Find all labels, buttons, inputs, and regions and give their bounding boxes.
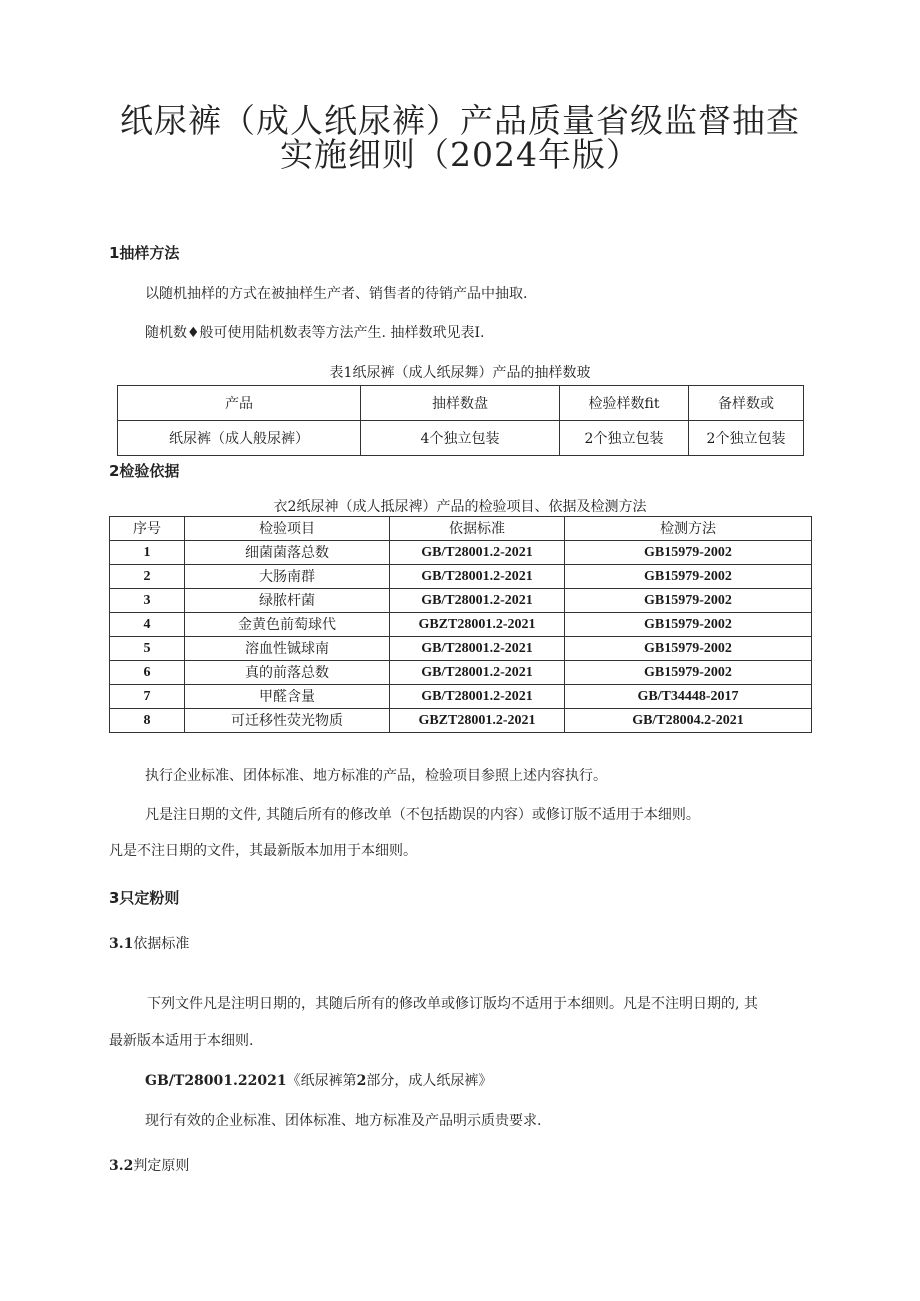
inspection-item: 细菌菌落总数 — [185, 541, 390, 565]
table1-header-product: 产品 — [118, 386, 361, 421]
section1-para2: 随机数♦般可使用陆机数表等方法产生. 抽样数玳见表I. — [145, 325, 485, 341]
table1-cell-reserve-qty: 2个独立包装 — [689, 421, 804, 456]
section1-para1: 以随机抽样的方式在被抽样生产者、销售者的待销产品中抽取. — [145, 286, 528, 302]
test-method: GB15979-2002 — [565, 541, 812, 565]
table2-header-no: 序号 — [110, 517, 185, 541]
section3-sub1-number: 3.1 — [109, 936, 134, 952]
basis-standard: GBZT28001.2-2021 — [390, 613, 565, 637]
table-row — [110, 589, 812, 613]
section3-heading: 3只定粉则 — [109, 889, 180, 907]
row-number: 2 — [110, 565, 185, 589]
section2-para2: 凡是注日期的文件, 其随后所有的修改单（不包括勘误的内容）或修订版不适用于本细则。 — [145, 807, 700, 823]
test-method: GB15979-2002 — [565, 589, 812, 613]
table1-header-test-qty: 检验样数fit — [560, 386, 689, 421]
section3-sub1 — [109, 933, 189, 953]
table-row — [110, 541, 812, 565]
inspection-item: 甲醛含量 — [185, 685, 390, 709]
table1-cell-product: 纸尿裤（成人般尿裤） — [118, 421, 361, 456]
test-method: GB15979-2002 — [565, 661, 812, 685]
section3-para3: 现行有效的企业标准、团体标准、地方标准及产品明示质贵要求. — [145, 1113, 542, 1129]
table2-body — [110, 541, 812, 733]
table-row — [110, 637, 812, 661]
inspection-item: 金黄色前萄球代 — [185, 613, 390, 637]
table2-header-item: 检验项目 — [185, 517, 390, 541]
section2-para3: 凡是不注日期的文件，其最新版本加用于本细则。 — [109, 843, 417, 859]
table2-caption: 衣2纸尿神（成人抵尿裨）产品的检验项目、依据及检测方法 — [273, 499, 647, 515]
doc-title-line1: 纸尿裤（成人纸尿裤）产品质量省级监督抽查 — [120, 101, 800, 140]
row-number: 8 — [110, 709, 185, 733]
standard-title-part-number: 2 — [356, 1073, 367, 1089]
basis-standard: GB/T28001.2-2021 — [390, 541, 565, 565]
inspection-item: 溶血性铖球南 — [185, 637, 390, 661]
inspection-item: 可迁移性荧光物质 — [185, 709, 390, 733]
row-number: 5 — [110, 637, 185, 661]
section3-para2: 最新版本适用于本细则. — [109, 1033, 254, 1049]
table2-header-standard: 依据标准 — [390, 517, 565, 541]
table-row — [110, 685, 812, 709]
inspection-item: 绿脓杆菌 — [185, 589, 390, 613]
table1-header-reserve-qty: 备样数或 — [689, 386, 804, 421]
table2-header-method: 检测方法 — [565, 517, 812, 541]
test-method: GB15979-2002 — [565, 613, 812, 637]
doc-title-line2: 实施细则（2024年版） — [280, 135, 640, 174]
row-number: 6 — [110, 661, 185, 685]
table1-header-row — [118, 386, 804, 421]
table-row — [110, 565, 812, 589]
section3-sub2-number: 3.2 — [109, 1158, 134, 1174]
table1-caption: 表1纸尿裤（成人纸尿舞）产品的抽样数玻 — [329, 365, 591, 381]
table1-cell-test-qty: 2个独立包装 — [560, 421, 689, 456]
test-method: GB/T28004.2-2021 — [565, 709, 812, 733]
table1-cell-sample-qty: 4个独立包装 — [361, 421, 560, 456]
table1-sampling — [117, 385, 804, 456]
section3-sub1-title: 依据标准 — [133, 936, 190, 952]
table-row — [110, 661, 812, 685]
standard-title-part1: 《纸尿裤第 — [286, 1073, 357, 1089]
section3-standard-ref — [145, 1070, 492, 1090]
basis-standard: GBZT28001.2-2021 — [390, 709, 565, 733]
test-method: GB/T34448-2017 — [565, 685, 812, 709]
section3-sub2-title: 判定原则 — [133, 1158, 190, 1174]
row-number: 1 — [110, 541, 185, 565]
section2-para1: 执行企业标准、团体标准、地方标准的产品，检验项目参照上述内容执行。 — [145, 768, 607, 784]
basis-standard: GB/T28001.2-2021 — [390, 637, 565, 661]
basis-standard: GB/T28001.2-2021 — [390, 565, 565, 589]
test-method: GB15979-2002 — [565, 565, 812, 589]
standard-code: GB/T28001.22021 — [145, 1073, 287, 1089]
table-row — [110, 709, 812, 733]
table2-inspection — [109, 516, 812, 733]
row-number: 4 — [110, 613, 185, 637]
table1-row — [118, 421, 804, 456]
section3-para1: 下列文件凡是注明日期的，其随后所有的修改单或修订版均不适用于本细则。凡是不注明日期的, 其 — [147, 996, 758, 1012]
table2-header-row — [110, 517, 812, 541]
table1-header-sample-qty: 抽样数盘 — [361, 386, 560, 421]
basis-standard: GB/T28001.2-2021 — [390, 661, 565, 685]
row-number: 3 — [110, 589, 185, 613]
basis-standard: GB/T28001.2-2021 — [390, 685, 565, 709]
inspection-item: 真的前落总数 — [185, 661, 390, 685]
row-number: 7 — [110, 685, 185, 709]
basis-standard: GB/T28001.2-2021 — [390, 589, 565, 613]
test-method: GB15979-2002 — [565, 637, 812, 661]
section1-heading: 1抽样方法 — [109, 244, 180, 262]
table-row — [110, 613, 812, 637]
section2-heading: 2检验依据 — [109, 462, 180, 480]
inspection-item: 大肠南群 — [185, 565, 390, 589]
standard-title-part2: 部分，成人纸尿裤》 — [366, 1073, 493, 1089]
section3-sub2 — [109, 1155, 189, 1175]
